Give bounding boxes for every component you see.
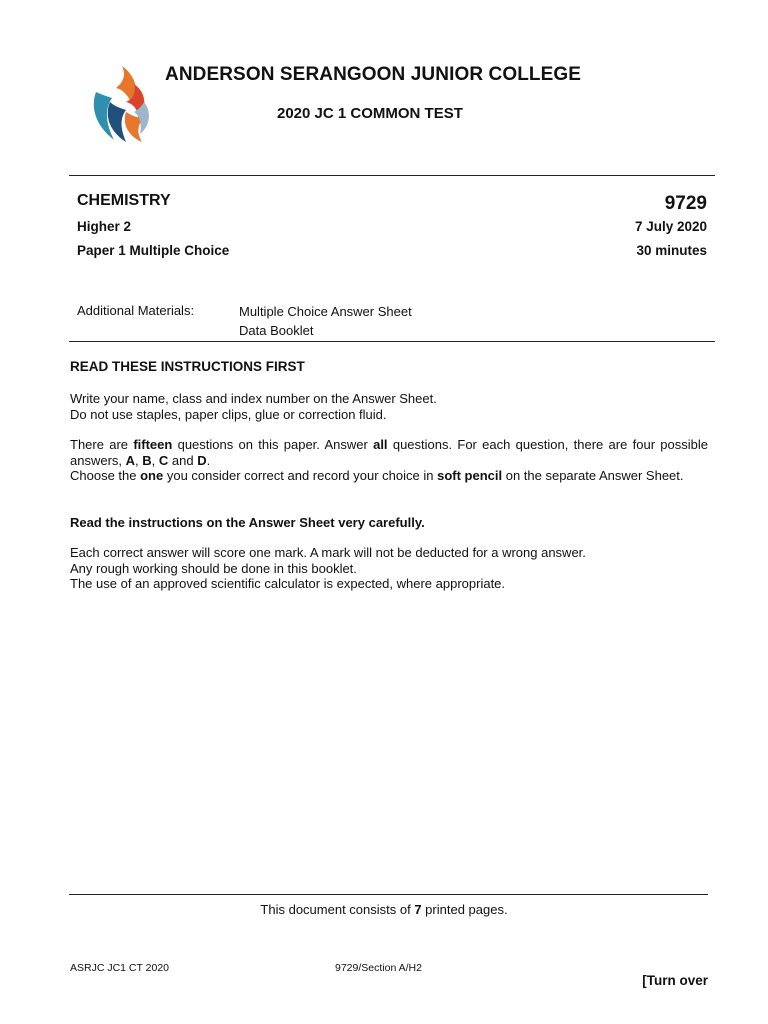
test-name: 2020 JC 1 COMMON TEST	[277, 105, 463, 122]
exam-duration: 30 minutes	[636, 243, 707, 258]
page-count-note: This document consists of 7 printed pages.	[260, 902, 508, 917]
divider-bottom	[69, 894, 708, 895]
instruction-choose-one: Choose the one you consider correct and record your choice in soft pencil on the separate Answer Sheet.	[70, 468, 684, 483]
instruction-line: Write your name, class and index number on the Answer Sheet.	[70, 391, 437, 406]
footer-middle: 9729/Section A/H2	[335, 962, 422, 974]
instruction-answer-all: There are fifteen questions on this paper. Answer all questions. For each question, there are four possible answers, A, B, C and D.	[70, 437, 708, 468]
subject-code: 9729	[664, 193, 707, 214]
instructions-title: READ THESE INSTRUCTIONS FIRST	[70, 359, 305, 374]
instructions-read-carefully: Read the instructions on the Answer Sheet very carefully.	[70, 515, 425, 530]
instruction-line: Any rough working should be done in this booklet.	[70, 560, 357, 576]
additional-material-item: Multiple Choice Answer Sheet	[239, 304, 412, 319]
turn-over: [Turn over	[642, 973, 708, 988]
additional-materials-list	[239, 303, 412, 340]
instruction-line: The use of an approved scientific calculator is expected, where appropriate.	[70, 576, 506, 591]
divider-middle	[69, 341, 715, 342]
divider-top	[69, 175, 715, 176]
exam-date: 7 July 2020	[634, 219, 707, 234]
subject-title: CHEMISTRY	[77, 192, 171, 209]
instruction-line: Do not use staples, paper clips, glue or correction fluid.	[70, 406, 387, 422]
school-name: ANDERSON SERANGOON JUNIOR COLLEGE	[165, 64, 582, 85]
additional-materials-label: Additional Materials:	[77, 303, 195, 318]
footer-left: ASRJC JC1 CT 2020	[70, 962, 170, 974]
college-logo-icon	[86, 62, 158, 146]
instructions-paragraph-1	[70, 391, 708, 422]
level: Higher 2	[77, 219, 132, 234]
instructions-paragraph-4	[70, 545, 708, 592]
additional-material-item: Data Booklet	[239, 322, 314, 338]
instruction-line: Each correct answer will score one mark. A mark will not be deducted for a wrong answer.	[70, 545, 586, 560]
instructions-paragraph-2	[70, 437, 708, 484]
paper-type: Paper 1 Multiple Choice	[77, 243, 230, 258]
